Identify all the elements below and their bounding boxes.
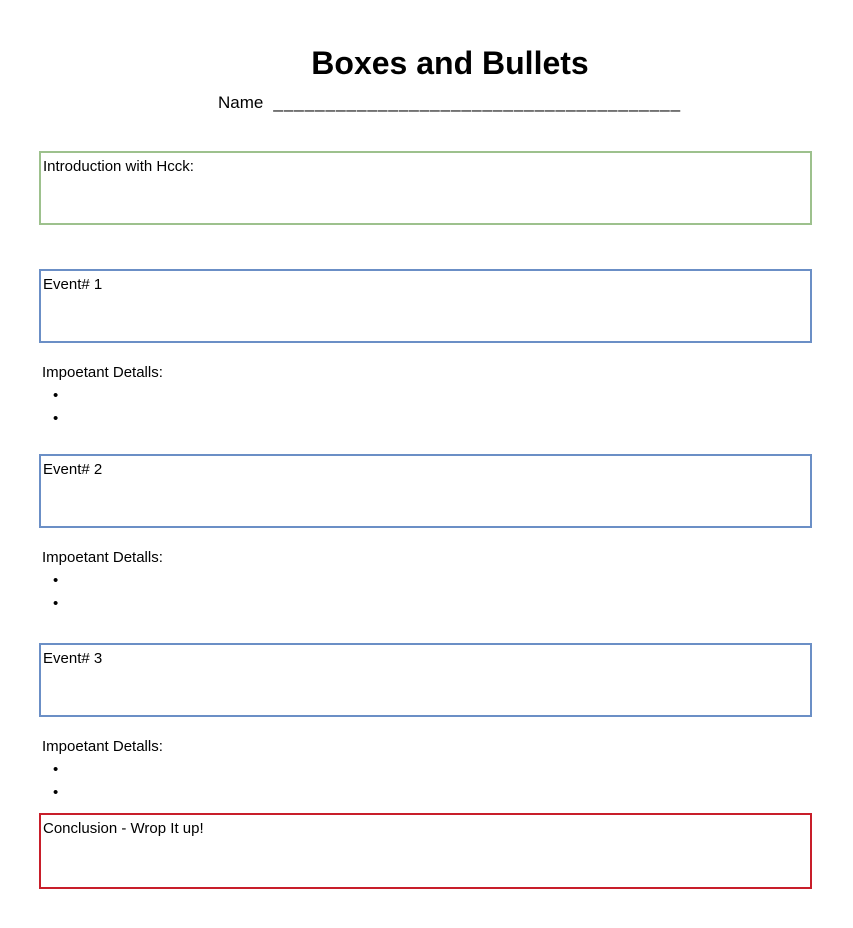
bullet-icon: • [53, 784, 59, 801]
event-3-label: Event# 3 [43, 650, 103, 667]
event-2-bullet-list [42, 571, 163, 617]
name-field-line[interactable]: _______________________________________ [273, 93, 682, 112]
event-2-details-label: Impoetant Detalls: [42, 549, 163, 566]
event-1-bullet-list [42, 386, 163, 432]
event-3-box[interactable] [39, 643, 812, 717]
bullet-icon: • [53, 572, 59, 589]
event-2-box[interactable] [39, 454, 812, 528]
event-3-bullet-list [42, 760, 163, 806]
event-1-details-label: Impoetant Detalls: [42, 364, 163, 381]
bullet-icon: • [53, 595, 59, 612]
event-3-details-label: Impoetant Detalls: [42, 738, 163, 755]
conclusion-label: Conclusion - Wrop It up! [43, 820, 204, 837]
list-item[interactable] [42, 386, 163, 409]
bullet-icon: • [53, 387, 59, 404]
bullet-icon: • [53, 410, 59, 427]
name-label: Name [218, 93, 264, 112]
list-item[interactable] [42, 760, 163, 783]
event-2-label: Event# 2 [43, 461, 103, 478]
list-item[interactable] [42, 571, 163, 594]
event-1-label: Event# 1 [43, 276, 103, 293]
introduction-box[interactable] [39, 151, 812, 225]
introduction-label: Introduction with Hcck: [43, 158, 194, 175]
event-1-box[interactable] [39, 269, 812, 343]
list-item[interactable] [42, 783, 163, 806]
page-title: Boxes and Bullets [311, 45, 589, 81]
list-item[interactable] [42, 594, 163, 617]
conclusion-box[interactable] [39, 813, 812, 889]
event-1-details [42, 364, 163, 432]
list-item[interactable] [42, 409, 163, 432]
name-row [218, 92, 681, 114]
bullet-icon: • [53, 761, 59, 778]
event-3-details [42, 738, 163, 806]
event-2-details [42, 549, 163, 617]
